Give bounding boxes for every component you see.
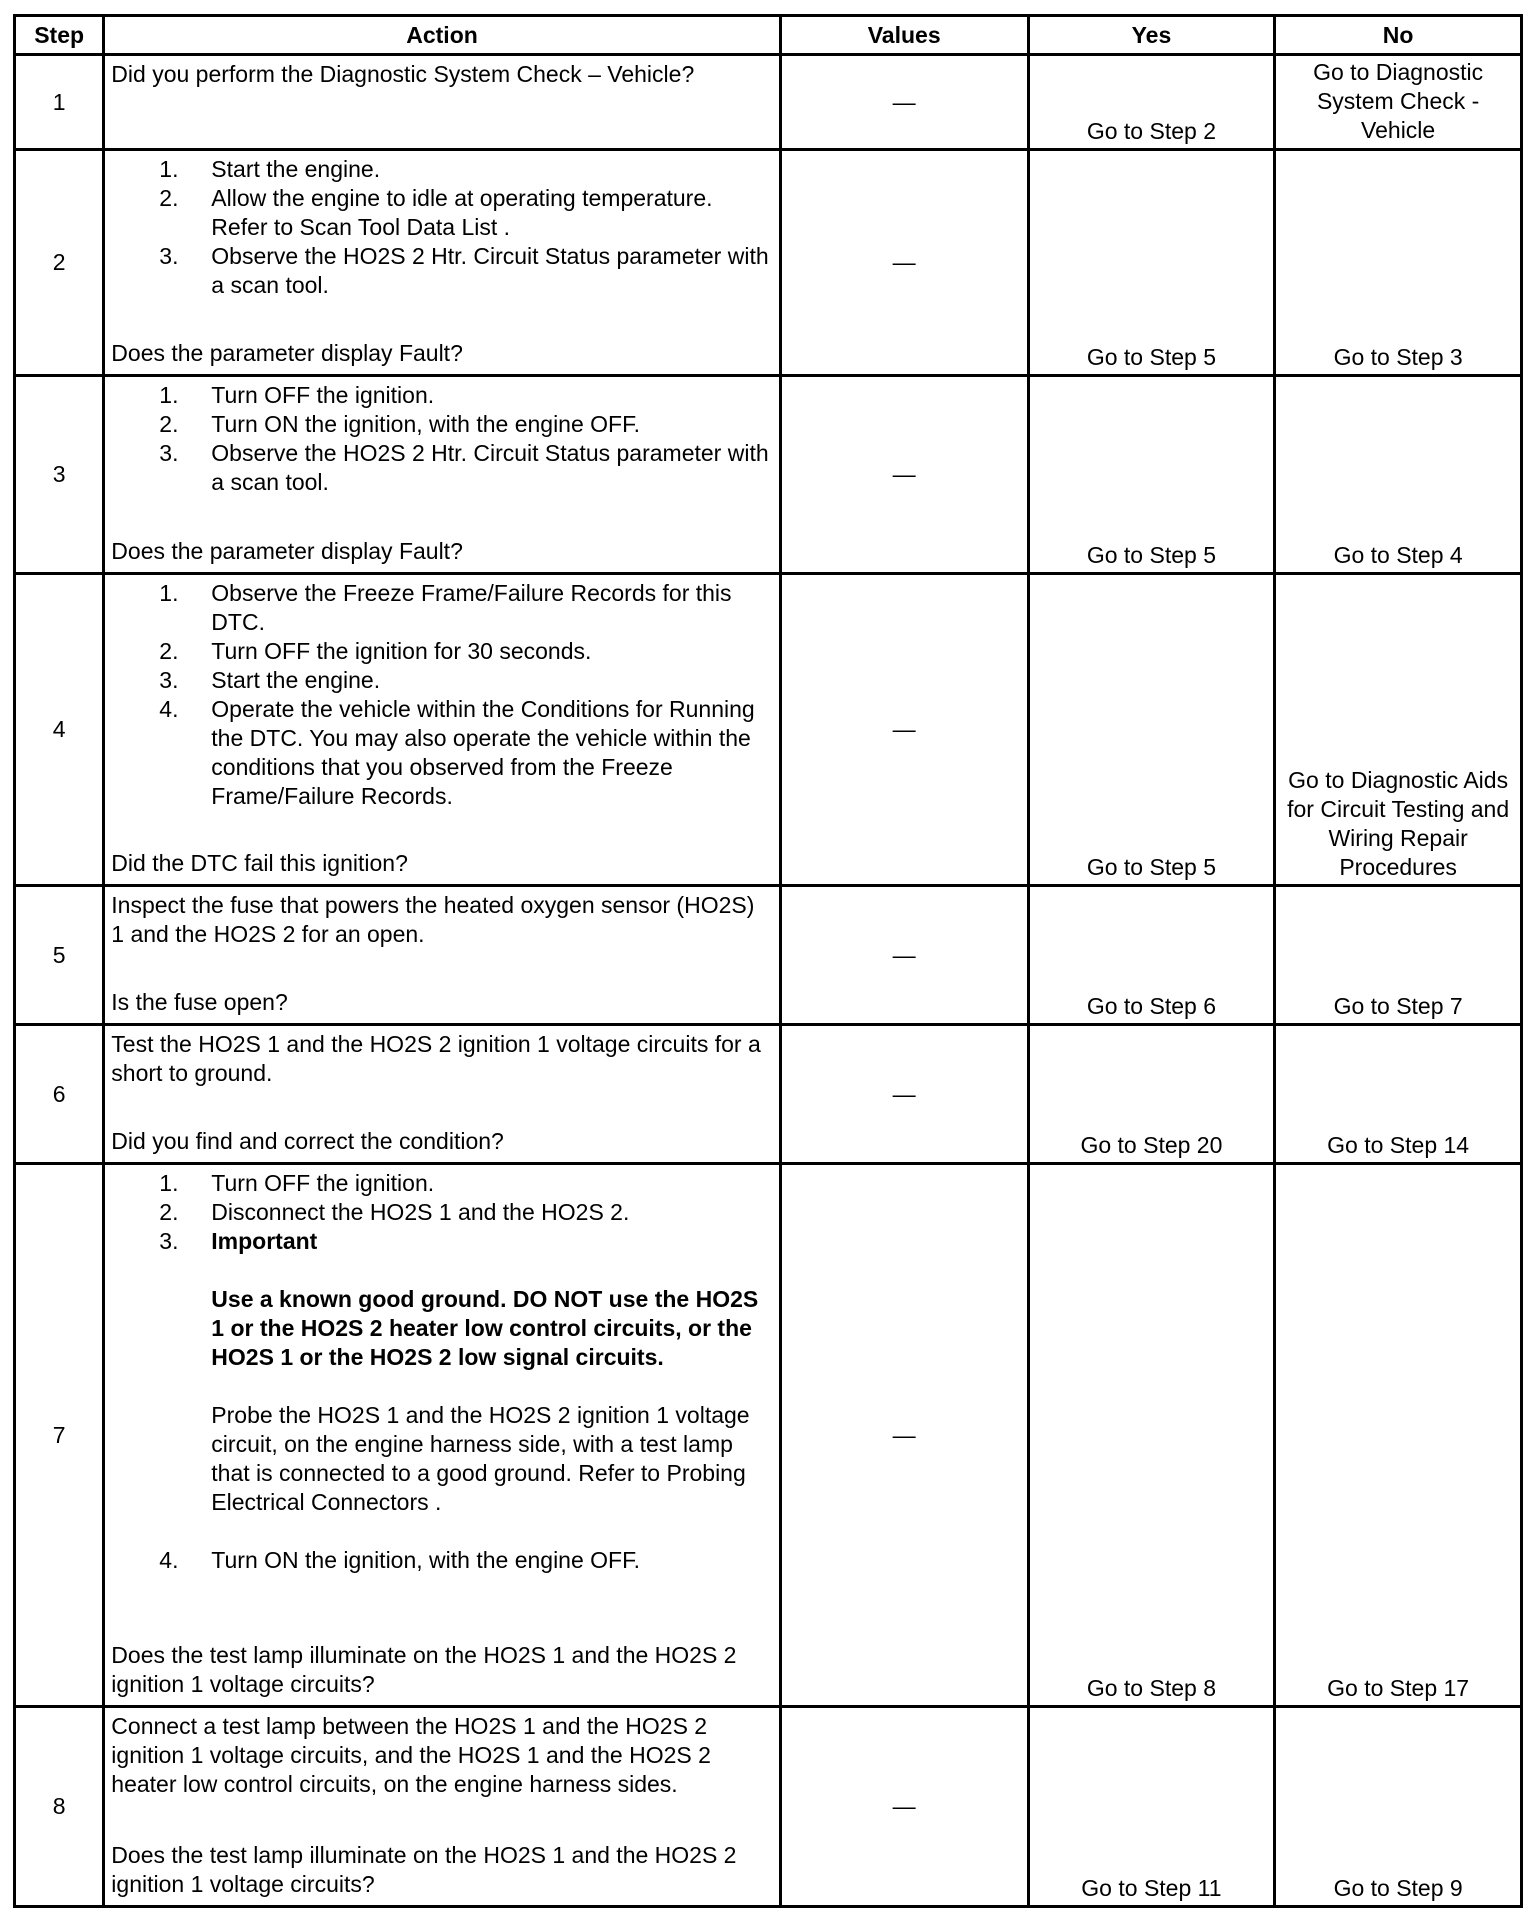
action-question: Does the test lamp illuminate on the HO2S 1 and the HO2S 2 ignition 1 voltage circuits? xyxy=(111,1842,737,1897)
step-number: 8 xyxy=(15,1707,104,1907)
action-step-item: 1. Turn OFF the ignition. xyxy=(159,382,435,408)
action-question: Does the parameter display Fault? xyxy=(111,538,463,564)
action-cell xyxy=(104,1164,780,1707)
yes-cell: Go to Step 5 xyxy=(1028,150,1275,376)
diagnostic-table-sheet xyxy=(13,14,1523,1902)
no-cell: Go to Step 3 xyxy=(1275,150,1522,376)
header-step: Step xyxy=(15,16,104,55)
yes-cell: Go to Step 2 xyxy=(1028,55,1275,150)
action-steps xyxy=(111,579,772,811)
action-step-item: 2. Disconnect the HO2S 1 and the HO2S 2. xyxy=(159,1199,630,1225)
table-row xyxy=(15,376,1522,574)
values-cell: — xyxy=(780,376,1028,574)
step-detail: Probe the HO2S 1 and the HO2S 2 ignition 1 voltage circuit, on the engine harness side, with a test lamp that is connected to a good ground. Refer to Probing Electrical Connectors . xyxy=(211,1402,750,1515)
important-warning: Use a known good ground. DO NOT use the HO2S 1 or the HO2S 2 heater low control circuits, or the HO2S 1 or the HO2S 2 low signal circuits. xyxy=(211,1286,759,1370)
action-step-item: 3. Start the engine. xyxy=(159,667,381,693)
values-cell: — xyxy=(780,150,1028,376)
action-step-item: 3. Important Use a known good ground. DO NOT use the HO2S 1 or the HO2S 2 heater low control circuits, or the HO2S 1 or the HO2S 2 low signal circuits. Probe the HO2S 1 and the HO2S 2 ignition 1 voltage circuit, on the engine harness side, with a test lamp that is connected to a good ground. Refer to Probing Electrical Connectors . xyxy=(111,1227,772,1517)
table-row xyxy=(15,574,1522,886)
no-cell: Go to Step 4 xyxy=(1275,376,1522,574)
action-steps xyxy=(111,381,772,497)
no-cell: Go to Step 14 xyxy=(1275,1025,1522,1164)
action-step-item: 3. Observe the HO2S 2 Htr. Circuit Status parameter with a scan tool. xyxy=(159,440,769,495)
action-question: Did the DTC fail this ignition? xyxy=(111,850,408,876)
diagnostic-table xyxy=(13,14,1523,1908)
table-row xyxy=(15,886,1522,1025)
yes-cell: Go to Step 20 xyxy=(1028,1025,1275,1164)
action-steps xyxy=(111,155,772,300)
table-row xyxy=(15,150,1522,376)
action-step-item: 2. Allow the engine to idle at operating temperature. Refer to Scan Tool Data List . xyxy=(159,185,713,240)
action-step-item: 4. Operate the vehicle within the Conditions for Running the DTC. You may also operate the vehicle within the conditions that you observed from the Freeze Frame/Failure Records. xyxy=(159,696,755,809)
step-number: 5 xyxy=(15,886,104,1025)
action-question: Is the fuse open? xyxy=(111,989,288,1015)
values-cell: — xyxy=(780,886,1028,1025)
action-step-item: 1. Observe the Freeze Frame/Failure Records for this DTC. xyxy=(159,580,732,635)
values-cell: — xyxy=(780,1164,1028,1707)
step-number: 6 xyxy=(15,1025,104,1164)
action-cell xyxy=(104,1707,780,1907)
action-step-item: 3. Observe the HO2S 2 Htr. Circuit Status parameter with a scan tool. xyxy=(159,243,769,298)
action-question: Did you find and correct the condition? xyxy=(111,1128,504,1154)
table-row xyxy=(15,1025,1522,1164)
step-number: 7 xyxy=(15,1164,104,1707)
header-row xyxy=(15,16,1522,55)
step-number: 2 xyxy=(15,150,104,376)
values-cell: — xyxy=(780,1707,1028,1907)
no-cell: Go to Step 17 xyxy=(1275,1164,1522,1707)
action-step-item: 2. Turn OFF the ignition for 30 seconds. xyxy=(159,638,592,664)
yes-cell: Go to Step 6 xyxy=(1028,886,1275,1025)
header-no: No xyxy=(1275,16,1522,55)
action-text: Did you perform the Diagnostic System Check – Vehicle? xyxy=(111,61,695,87)
action-text: Connect a test lamp between the HO2S 1 and the HO2S 2 ignition 1 voltage circuits, and the HO2S 1 and the HO2S 2 heater low control circuits, on the engine harness sides. xyxy=(111,1713,711,1797)
yes-cell: Go to Step 5 xyxy=(1028,376,1275,574)
action-cell xyxy=(104,1025,780,1164)
yes-cell: Go to Step 8 xyxy=(1028,1164,1275,1707)
step-number: 3 xyxy=(15,376,104,574)
no-cell: Go to Diagnostic System Check - Vehicle xyxy=(1275,55,1522,150)
header-action: Action xyxy=(104,16,780,55)
action-question: Does the test lamp illuminate on the HO2S 1 and the HO2S 2 ignition 1 voltage circuits? xyxy=(111,1642,737,1697)
values-cell: — xyxy=(780,574,1028,886)
important-label: Important xyxy=(211,1228,318,1254)
action-steps xyxy=(111,1169,772,1575)
action-step-item: 1. Start the engine. xyxy=(159,156,381,182)
header-values: Values xyxy=(780,16,1028,55)
action-text: Test the HO2S 1 and the HO2S 2 ignition 1 voltage circuits for a short to ground. xyxy=(111,1031,761,1086)
no-cell: Go to Diagnostic Aids for Circuit Testing and Wiring Repair Procedures xyxy=(1275,574,1522,886)
yes-cell: Go to Step 5 xyxy=(1028,574,1275,886)
no-cell: Go to Step 7 xyxy=(1275,886,1522,1025)
action-text: Inspect the fuse that powers the heated oxygen sensor (HO2S) 1 and the HO2S 2 for an open. xyxy=(111,892,755,947)
action-cell xyxy=(104,55,780,150)
yes-cell: Go to Step 11 xyxy=(1028,1707,1275,1907)
table-row xyxy=(15,1164,1522,1707)
table-row xyxy=(15,1707,1522,1907)
values-cell: — xyxy=(780,55,1028,150)
action-cell xyxy=(104,376,780,574)
action-cell xyxy=(104,886,780,1025)
step-number: 1 xyxy=(15,55,104,150)
action-step-item: 2. Turn ON the ignition, with the engine OFF. xyxy=(159,411,640,437)
action-cell xyxy=(104,574,780,886)
action-step-item: 4. Turn ON the ignition, with the engine OFF. xyxy=(159,1547,640,1573)
action-question: Does the parameter display Fault? xyxy=(111,340,463,366)
action-cell xyxy=(104,150,780,376)
no-cell: Go to Step 9 xyxy=(1275,1707,1522,1907)
step-number: 4 xyxy=(15,574,104,886)
values-cell: — xyxy=(780,1025,1028,1164)
header-yes: Yes xyxy=(1028,16,1275,55)
table-row xyxy=(15,55,1522,150)
action-step-item: 1. Turn OFF the ignition. xyxy=(159,1170,435,1196)
